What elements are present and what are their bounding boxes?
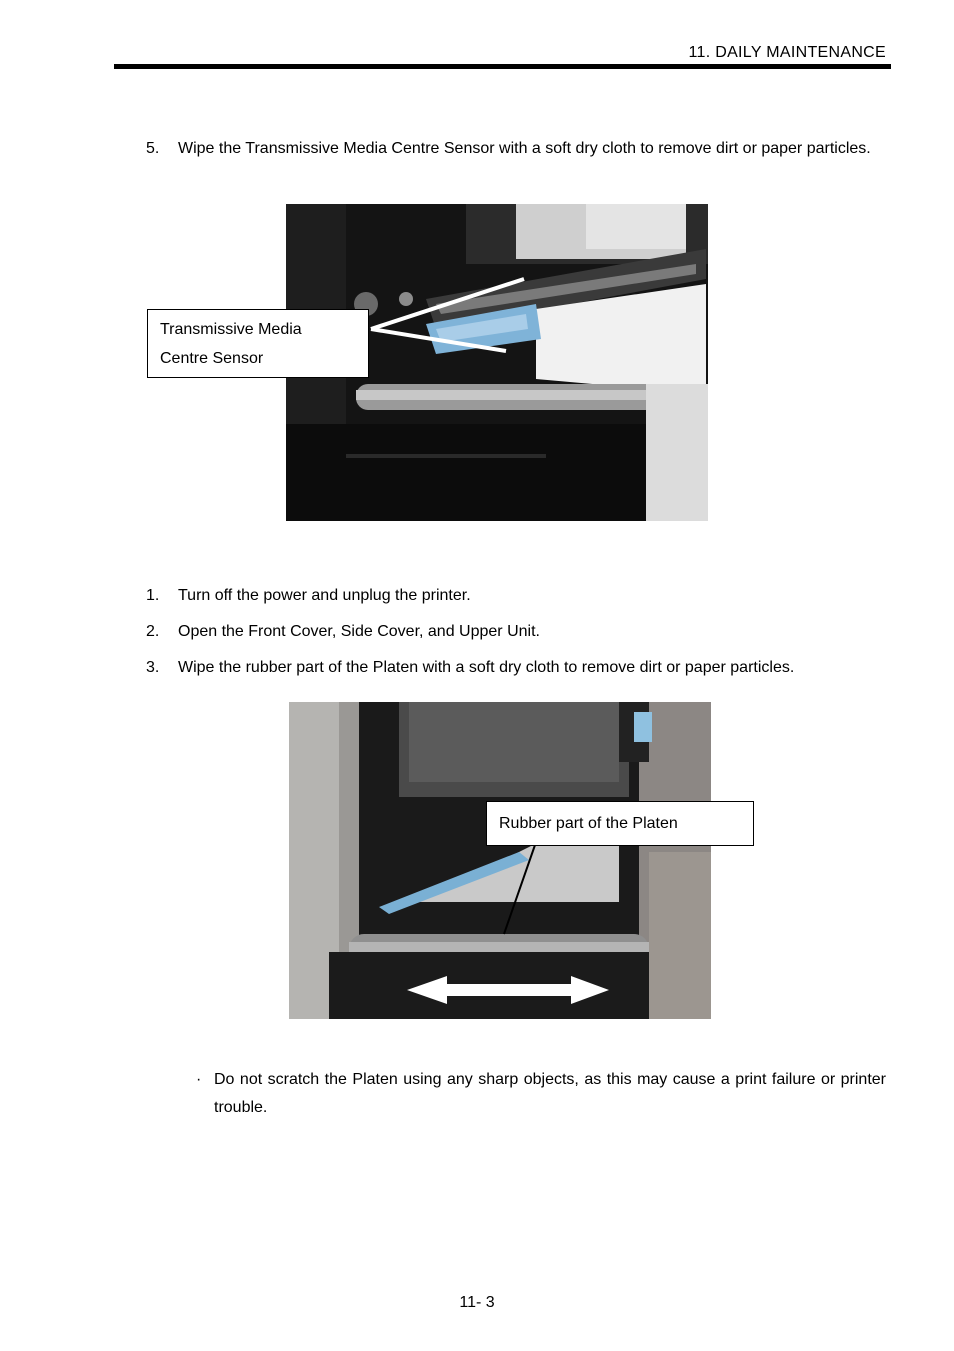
step-number: 1. (146, 587, 160, 604)
step-3 (146, 653, 886, 682)
step-text: Wipe the Transmissive Media Centre Sensor with a soft dry cloth to remove dirt or paper particles. (178, 140, 871, 157)
section-header: 11. DAILY MAINTENANCE (688, 44, 886, 61)
caution-note (196, 1066, 886, 1126)
platen-photo (289, 702, 711, 1019)
step-2 (146, 617, 886, 646)
platen-callout (486, 801, 754, 846)
callout-line-1: Transmissive Media (160, 321, 302, 338)
step-5 (146, 134, 886, 194)
header-rule (114, 64, 891, 69)
callout-text: Rubber part of the Platen (499, 815, 678, 832)
step-number: 5. (146, 140, 160, 157)
step-number: 3. (146, 659, 160, 676)
callout-line-2: Centre Sensor (160, 350, 264, 367)
step-text: Turn off the power and unplug the printer. (178, 587, 471, 604)
note-text: Do not scratch the Platen using any sharp objects, as this may cause a print failure or printer trouble. (214, 1071, 886, 1116)
step-number: 2. (146, 623, 160, 640)
page-number: 11- 3 (459, 1294, 495, 1311)
sensor-callout (147, 309, 369, 378)
step-text: Open the Front Cover, Side Cover, and Upper Unit. (178, 623, 540, 640)
step-1 (146, 581, 886, 610)
step-text: Wipe the rubber part of the Platen with a soft dry cloth to remove dirt or paper particles. (178, 659, 795, 676)
note-bullet: · (196, 1071, 202, 1088)
